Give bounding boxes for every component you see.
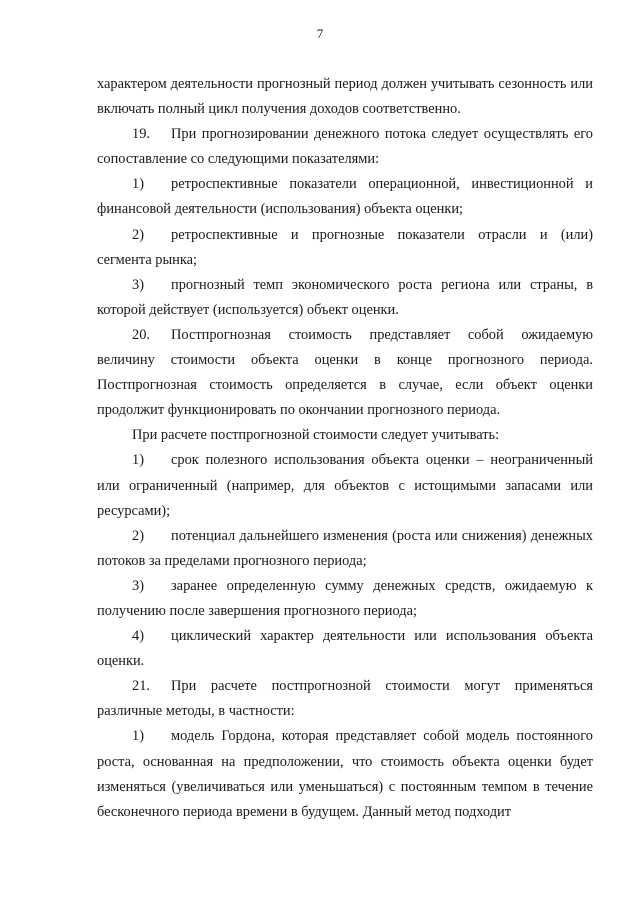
paragraph-text: модель Гордона, которая представляет собой модель постоянного роста, основанная на предположении, что стоимость объекта оценки будет изменяться (увеличиваться или уменьшаться) с постоянным темпом в течение бесконечного периода времени в будущем. Данный метод подходит [97, 728, 593, 820]
paragraph-text: ретроспективные и прогнозные показатели отрасли и (или) сегмента рынка; [97, 226, 593, 268]
list-item-number: 1) [132, 176, 144, 193]
clause-number: 21. [132, 678, 150, 695]
clause-20 [97, 323, 593, 423]
page-number: 7 [316, 26, 324, 41]
paragraph-text: прогнозный темп экономического роста региона или страны, в которой действует (используется) объект оценки. [97, 276, 593, 318]
paragraph-text: ретроспективные показатели операционной, инвестиционной и финансовой деятельности (использования) объекта оценки; [97, 176, 593, 218]
list-item-1 [97, 724, 593, 824]
paragraph-text: При расчете постпрогнозной стоимости могут применяться различные методы, в частности: [97, 678, 593, 720]
paragraph-continuation [97, 72, 593, 122]
list-item-number: 1) [132, 728, 144, 745]
list-item-number: 3) [132, 577, 144, 594]
clause-number: 19. [132, 126, 150, 143]
list-item-number: 3) [132, 276, 144, 293]
list-item-1 [97, 172, 593, 222]
clause-19 [97, 122, 593, 172]
paragraph-text: заранее определенную сумму денежных средств, ожидаемую к получению после завершения прогнозного периода; [97, 577, 593, 619]
list-item-number: 2) [132, 527, 144, 544]
paragraph-text: циклический характер деятельности или использования объекта оценки. [97, 628, 593, 670]
document-body [97, 72, 593, 825]
list-item-1 [97, 448, 593, 523]
paragraph [97, 423, 593, 448]
paragraph-text: При расчете постпрогнозной стоимости следует учитывать: [132, 427, 500, 444]
list-item-2 [97, 524, 593, 574]
list-item-number: 1) [132, 452, 144, 469]
list-item-number: 4) [132, 628, 144, 645]
clause-number: 20. [132, 326, 150, 343]
list-item-3 [97, 273, 593, 323]
clause-21 [97, 674, 593, 724]
list-item-4 [97, 624, 593, 674]
paragraph-text: потенциал дальнейшего изменения (роста или снижения) денежных потоков за пределами прогнозного периода; [97, 527, 593, 569]
paragraph-text: характером деятельности прогнозный период должен учитывать сезонность или включать полный цикл получения доходов соответственно. [97, 76, 593, 118]
list-item-number: 2) [132, 226, 144, 243]
paragraph-text: срок полезного использования объекта оценки – неограниченный или ограниченный (например, для объектов с истощимыми запасами или ресурсами); [97, 452, 593, 519]
paragraph-text: При прогнозировании денежного потока следует осуществлять его сопоставление со следующими показателями: [97, 126, 593, 168]
list-item-3 [97, 574, 593, 624]
paragraph-text: Постпрогнозная стоимость представляет собой ожидаемую величину стоимости объекта оценки в конце прогнозного периода. Постпрогнозная стоимость определяется в случае, если объект оценки продолжит функционировать по окончании прогнозного периода. [97, 326, 593, 419]
list-item-2 [97, 223, 593, 273]
